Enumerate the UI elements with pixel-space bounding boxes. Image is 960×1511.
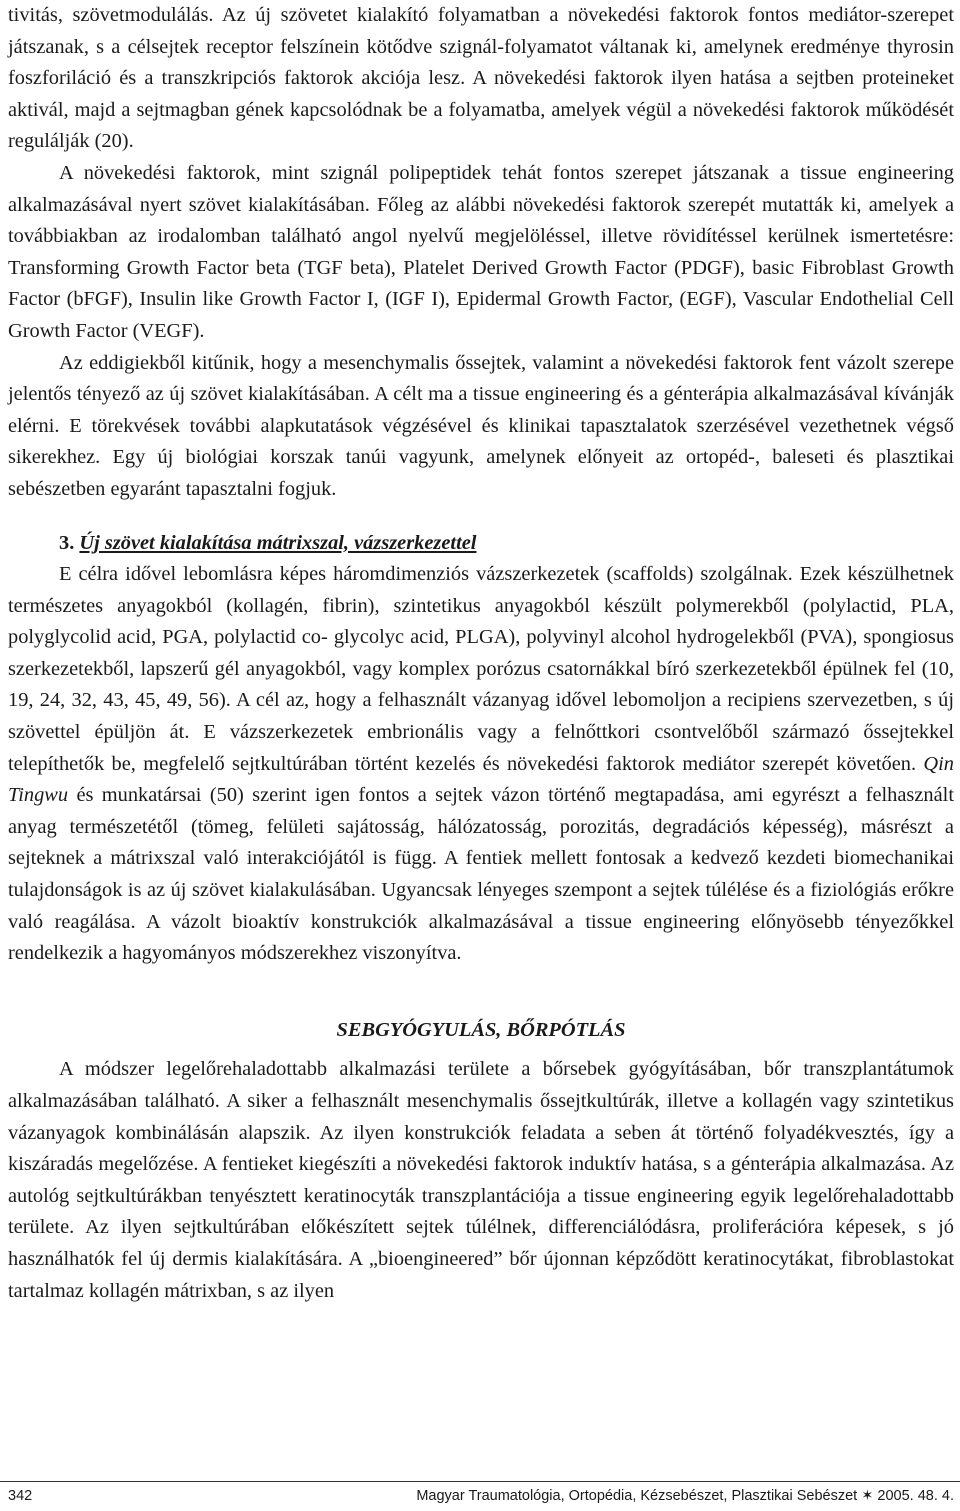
paragraph-conclusion: Az eddigiekből kitűnik, hogy a mesenchymalis őssejtek, valamint a növekedési faktorok fent vázolt szerepe jelentős tényező az új szövet kialakításában. A célt ma a tissue engineering és a génterápia alkalmazásával kívánják elérni. E törekvések további alapkutatások végzésével és klinikai tapasztalatok szerzésével vezethetnek végső sikerekhez. Egy új biológiai korszak tanúi vagyunk, amelynek előnyeit az ortopéd-, baleseti és plasztikai sebészetben egyaránt tapasztalni fogjuk. (8, 351, 954, 500)
section-heading-3 (8, 528, 954, 560)
paragraph-skin-replacement: A módszer legelőrehaladottabb alkalmazási területe a bőrsebek gyógyításában, bőr transzplantátumok alkalmazásában található. A siker a felhasznált mesenchymalis őssejtkultúrák, illetve a kollagén vagy szintetikus vázanyagok kombinálásán alapszik. Az ilyen konstrukciók feladata a seben át történő folyadékvesztés, így a kiszáradás megelőzése. A fentieket kiegészíti a növekedési faktorok induktív hatása, s a génterápia alkalmazása. Az autológ sejtkultúrákban tenyésztett keratinocyták transzplantációja a tissue engineering egyik legelőrehaladottabb területe. Az ilyen sejtkultúrában előkészített sejtek túlélnek, differenciálódásra, proliferációra képesek, s jó használhatók fel új dermis kialakítására. A „bioengineered” bőr újonnan képződött keratinocytákat, fibroblastokat tartalmaz kollagén mátrixban, s az ilyen (8, 1058, 954, 1302)
section-title: Új szövet kialakítása mátrixszal, vázszerkezettel (79, 531, 477, 554)
spacer (8, 1046, 954, 1054)
page-number: 342 (8, 1488, 33, 1504)
scaffolds-text-a: E célra idővel lebomlásra képes háromdimenziós vázszerkezetek (scaffolds) szolgálnak. Ezek készülhetnek természetes anyagokból (kollagén, fibrin), szintetikus anyagokból készült polymerekből (polylactid, PLA, polyglycolid acid, PGA, polylactid co- glycolyc acid, PLGA), polyvinyl alcohol hydrogelekből (PVA), spongiosus szerkezetekből, lapszerű gél anyagokból, vagy komplex porózus csatornákkal bíró szerkezetekből épülnek fel (10, 19, 24, 32, 43, 45, 49, 56). A cél az, hogy a felhasznált vázanyag idővel lebomoljon a recipiens szervezetben, s új szövettel épüljön át. E vázszerkezetek embrionális vagy a felnőttkori csontvelőből származó őssejtekkel telepíthetők be, megfelelő sejtkultúrában történt kezelés és növekedési faktorok mediátor szerepét követően. (8, 563, 954, 775)
chapter-heading: SEBGYÓGYULÁS, BŐRPÓTLÁS (336, 1018, 626, 1041)
page-footer (0, 1481, 960, 1511)
spacer (8, 970, 954, 1015)
document-page (8, 0, 954, 1307)
paragraph-scaffolds (8, 559, 954, 970)
section-number: 3. (59, 531, 75, 554)
spacer (8, 506, 954, 528)
paragraph-growth-factors-list: A növekedési faktorok, mint szignál polipeptidek tehát fontos szerepet játszanak a tissue engineering alkalmazásával nyert szövet kialakításában. Főleg az alábbi növekedési faktorok szerepét mutatták ki, amelyek a továbbiakban az irodalomban található angol nyelvű megjelöléssel, illetve rövidítéssel kerülnek ismertetésre: Transforming Growth Factor beta (TGF beta), Platelet Derived Growth Factor (PDGF), basic Fibroblast Growth Factor (bFGF), Insulin like Growth Factor I, (IGF I), Epidermal Growth Factor, (EGF), Vascular Endothelial Cell Growth Factor (VEGF). (8, 161, 954, 342)
author-name: Qin Tingwu (8, 752, 954, 807)
paragraph-growth-factors-intro: tivitás, szövetmodulálás. Az új szövetet kialakító folyamatban a növekedési faktorok fontos mediátor-szerepet játszanak, s a célsejtek receptor felszínein kötődve szignál-folyamatot váltanak ki, amelynek eredménye thyrosin foszforiláció és a transzkripciós faktorok akciója lesz. A növekedési faktorok ilyen hatása a sejtben proteineket aktivál, majd a sejtmagban gének kapcsolódnak be a folyamatba, amelyek végül a növekedési faktorok működését regulálják (20). (8, 4, 954, 153)
journal-citation: Magyar Traumatológia, Ortopédia, Kézsebészet, Plasztikai Sebészet ✶ 2005. 48. 4. (416, 1488, 954, 1504)
scaffolds-text-b: és munkatársai (50) szerint igen fontos a sejtek vázon történő megtapadása, ami egyrészt a felhasznált anyag természetétől (tömeg, felületi sajátosság, hálózatosság, porozitás, degradációs képesség), másrészt a sejteknek a mátrixszal való interakciójától is függ. A fentiek mellett fontosak a kedvező kezdeti biomechanikai tulajdonságok is az új szövet kialakulásában. Ugyancsak lényeges szempont a sejtek túlélése és a fiziológiás erőkre való reagálása. A vázolt bioaktív konstrukciók alkalmazásával a tissue engineering előnyösebb tényezőkkel rendelkezik a hagyományos módszerekhez viszonyítva. (8, 784, 954, 965)
